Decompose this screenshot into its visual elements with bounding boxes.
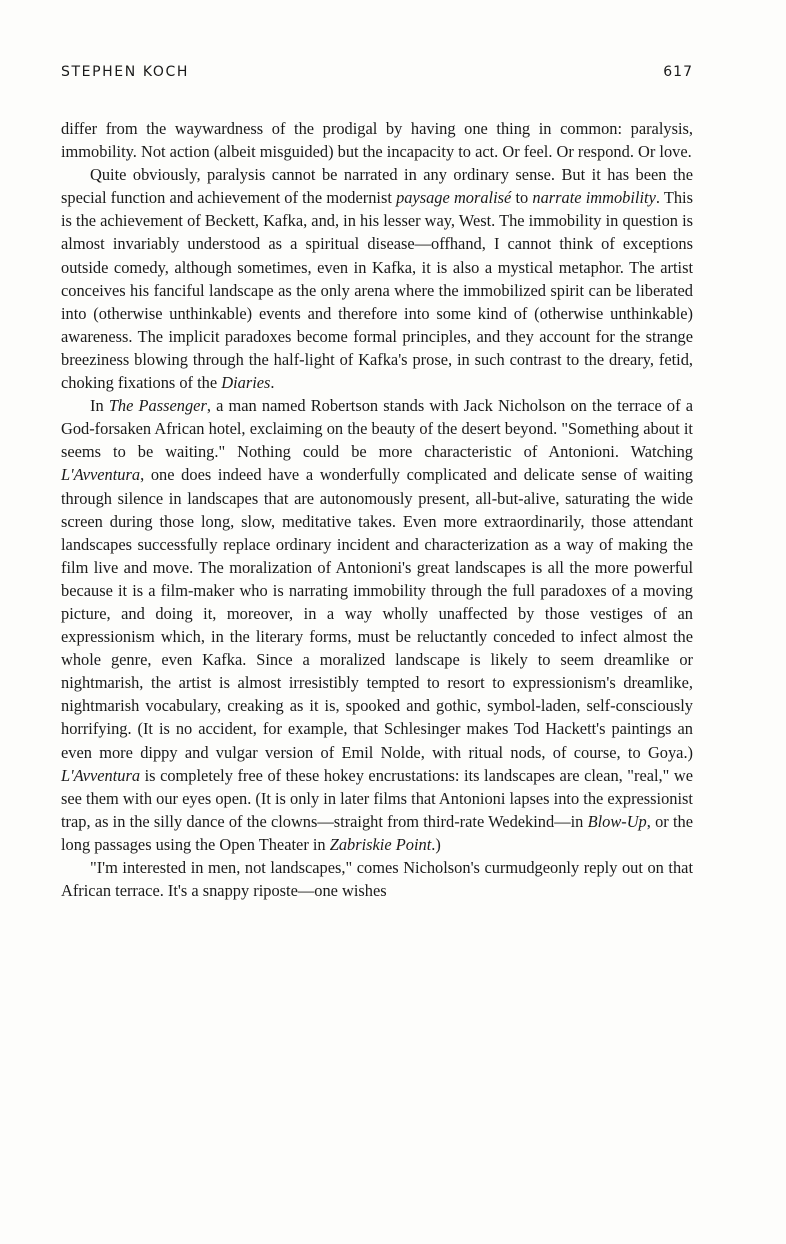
paragraph-1 <box>61 117 693 163</box>
paragraph-2-segment: Quite obviously, paralysis cannot be narrated in any ordinary sense. But it has been the special function and achievement of the modernist <box>61 165 693 208</box>
italic-title-lavventura: L'Avventura <box>61 465 141 485</box>
paragraph-3-segment: .) <box>431 834 441 854</box>
italic-title-the-passenger: The Passenger <box>108 396 207 416</box>
page-number: 617 <box>663 64 693 80</box>
italic-title-lavventura: L'Avventura <box>61 765 141 785</box>
paragraph-3-segment: is completely free of these hokey encrustations: its landscapes are clean, "real," we see them with our eyes open. (It is only in later films that Antonioni lapses into the expressionist trap, as in the silly dance of the clowns—straight from third-rate Wedekind—in <box>61 765 693 831</box>
italic-title-blow-up: Blow-Up <box>587 811 647 831</box>
running-head <box>61 64 693 86</box>
paragraph-3-segment: , one does indeed have a wonderfully complicated and delicate sense of waiting through silence in landscapes that are autonomously present, all-but-alive, saturating the wide screen during those long, slow, meditative takes. Even more extraordinarily, those attendant landscapes successfully replace ordinary incident and characterization as a way of making the film live and move. The moralization of Antonioni's great landscapes is all the more powerful because it is a film-maker who is narrating immobility through the full paradoxes of a moving picture, and doing it, moreover, in a way wholly unaffected by those vestiges of an expressionism which, in the literary forms, must be reluctantly conceded to infect almost the whole genre, even Kafka. Since a moralized landscape is likely to seem dreamlike or nightmarish, the artist is almost irresistibly tempted to resort to expressionism's dreamlike, nightmarish vocabulary, creaking as it is, spooked and gothic, symbol-laden, self-consciously horrifying. (It is no accident, for example, that Schlesinger makes Tod Hackett's paintings an even more dippy and vulgar version of Emil Nolde, with ritual nods, of course, to Goya.) <box>61 465 693 762</box>
body-text <box>61 117 693 902</box>
italic-title-diaries: Diaries <box>221 373 271 393</box>
paragraph-3-segment: , or the long passages using the Open Theater in <box>61 811 693 854</box>
italic-title-zabriskie-point: Zabriskie Point <box>329 834 432 854</box>
paragraph-2 <box>61 163 693 394</box>
paragraph-3-segment: , a man named Robertson stands with Jack Nicholson on the terrace of a God-forsaken African hotel, exclaiming on the beauty of the desert beyond. "Something about it seems to be waiting." Nothing could be more characteristic of Antonioni. Watching <box>61 396 693 462</box>
paragraph-4 <box>61 856 693 902</box>
paragraph-4-segment: "I'm interested in men, not landscapes," comes Nicholson's curmudgeonly reply out on that African terrace. It's a snappy riposte—one wishes <box>61 858 693 901</box>
running-head-author: STEPHEN KOCH <box>61 64 189 80</box>
paragraph-3-segment: In <box>90 396 109 416</box>
paragraph-3 <box>61 394 693 856</box>
italic-term-paysage-moralise: paysage moralisé <box>396 188 512 208</box>
paragraph-2-segment: . This is the achievement of Beckett, Kafka, and, in his lesser way, West. The immobility in question is almost invariably understood as a spiritual disease—offhand, I cannot think of exceptions outside comedy, although sometimes, even in Kafka, it is also a mystical metaphor. The artist conceives his fanciful landscape as the only arena where the immobilized spirit can be liberated into (otherwise unthinkable) events and therefore into some kind of (otherwise unthinkable) awareness. The implicit paradoxes become formal principles, and they account for the strange breeziness blowing through the half-light of Kafka's prose, in such contrast to the dreary, fetid, choking fixations of the <box>61 188 694 393</box>
paragraph-2-segment: . <box>270 373 275 393</box>
paragraph-1-segment: differ from the waywardness of the prodigal by having one thing in common: paralysis, immobility. Not action (albeit misguided) but the incapacity to act. Or feel. Or respond. Or love. <box>61 119 693 162</box>
paragraph-2-segment: to <box>511 188 533 208</box>
italic-term-narrate-immobility: narrate immobility <box>532 188 656 208</box>
